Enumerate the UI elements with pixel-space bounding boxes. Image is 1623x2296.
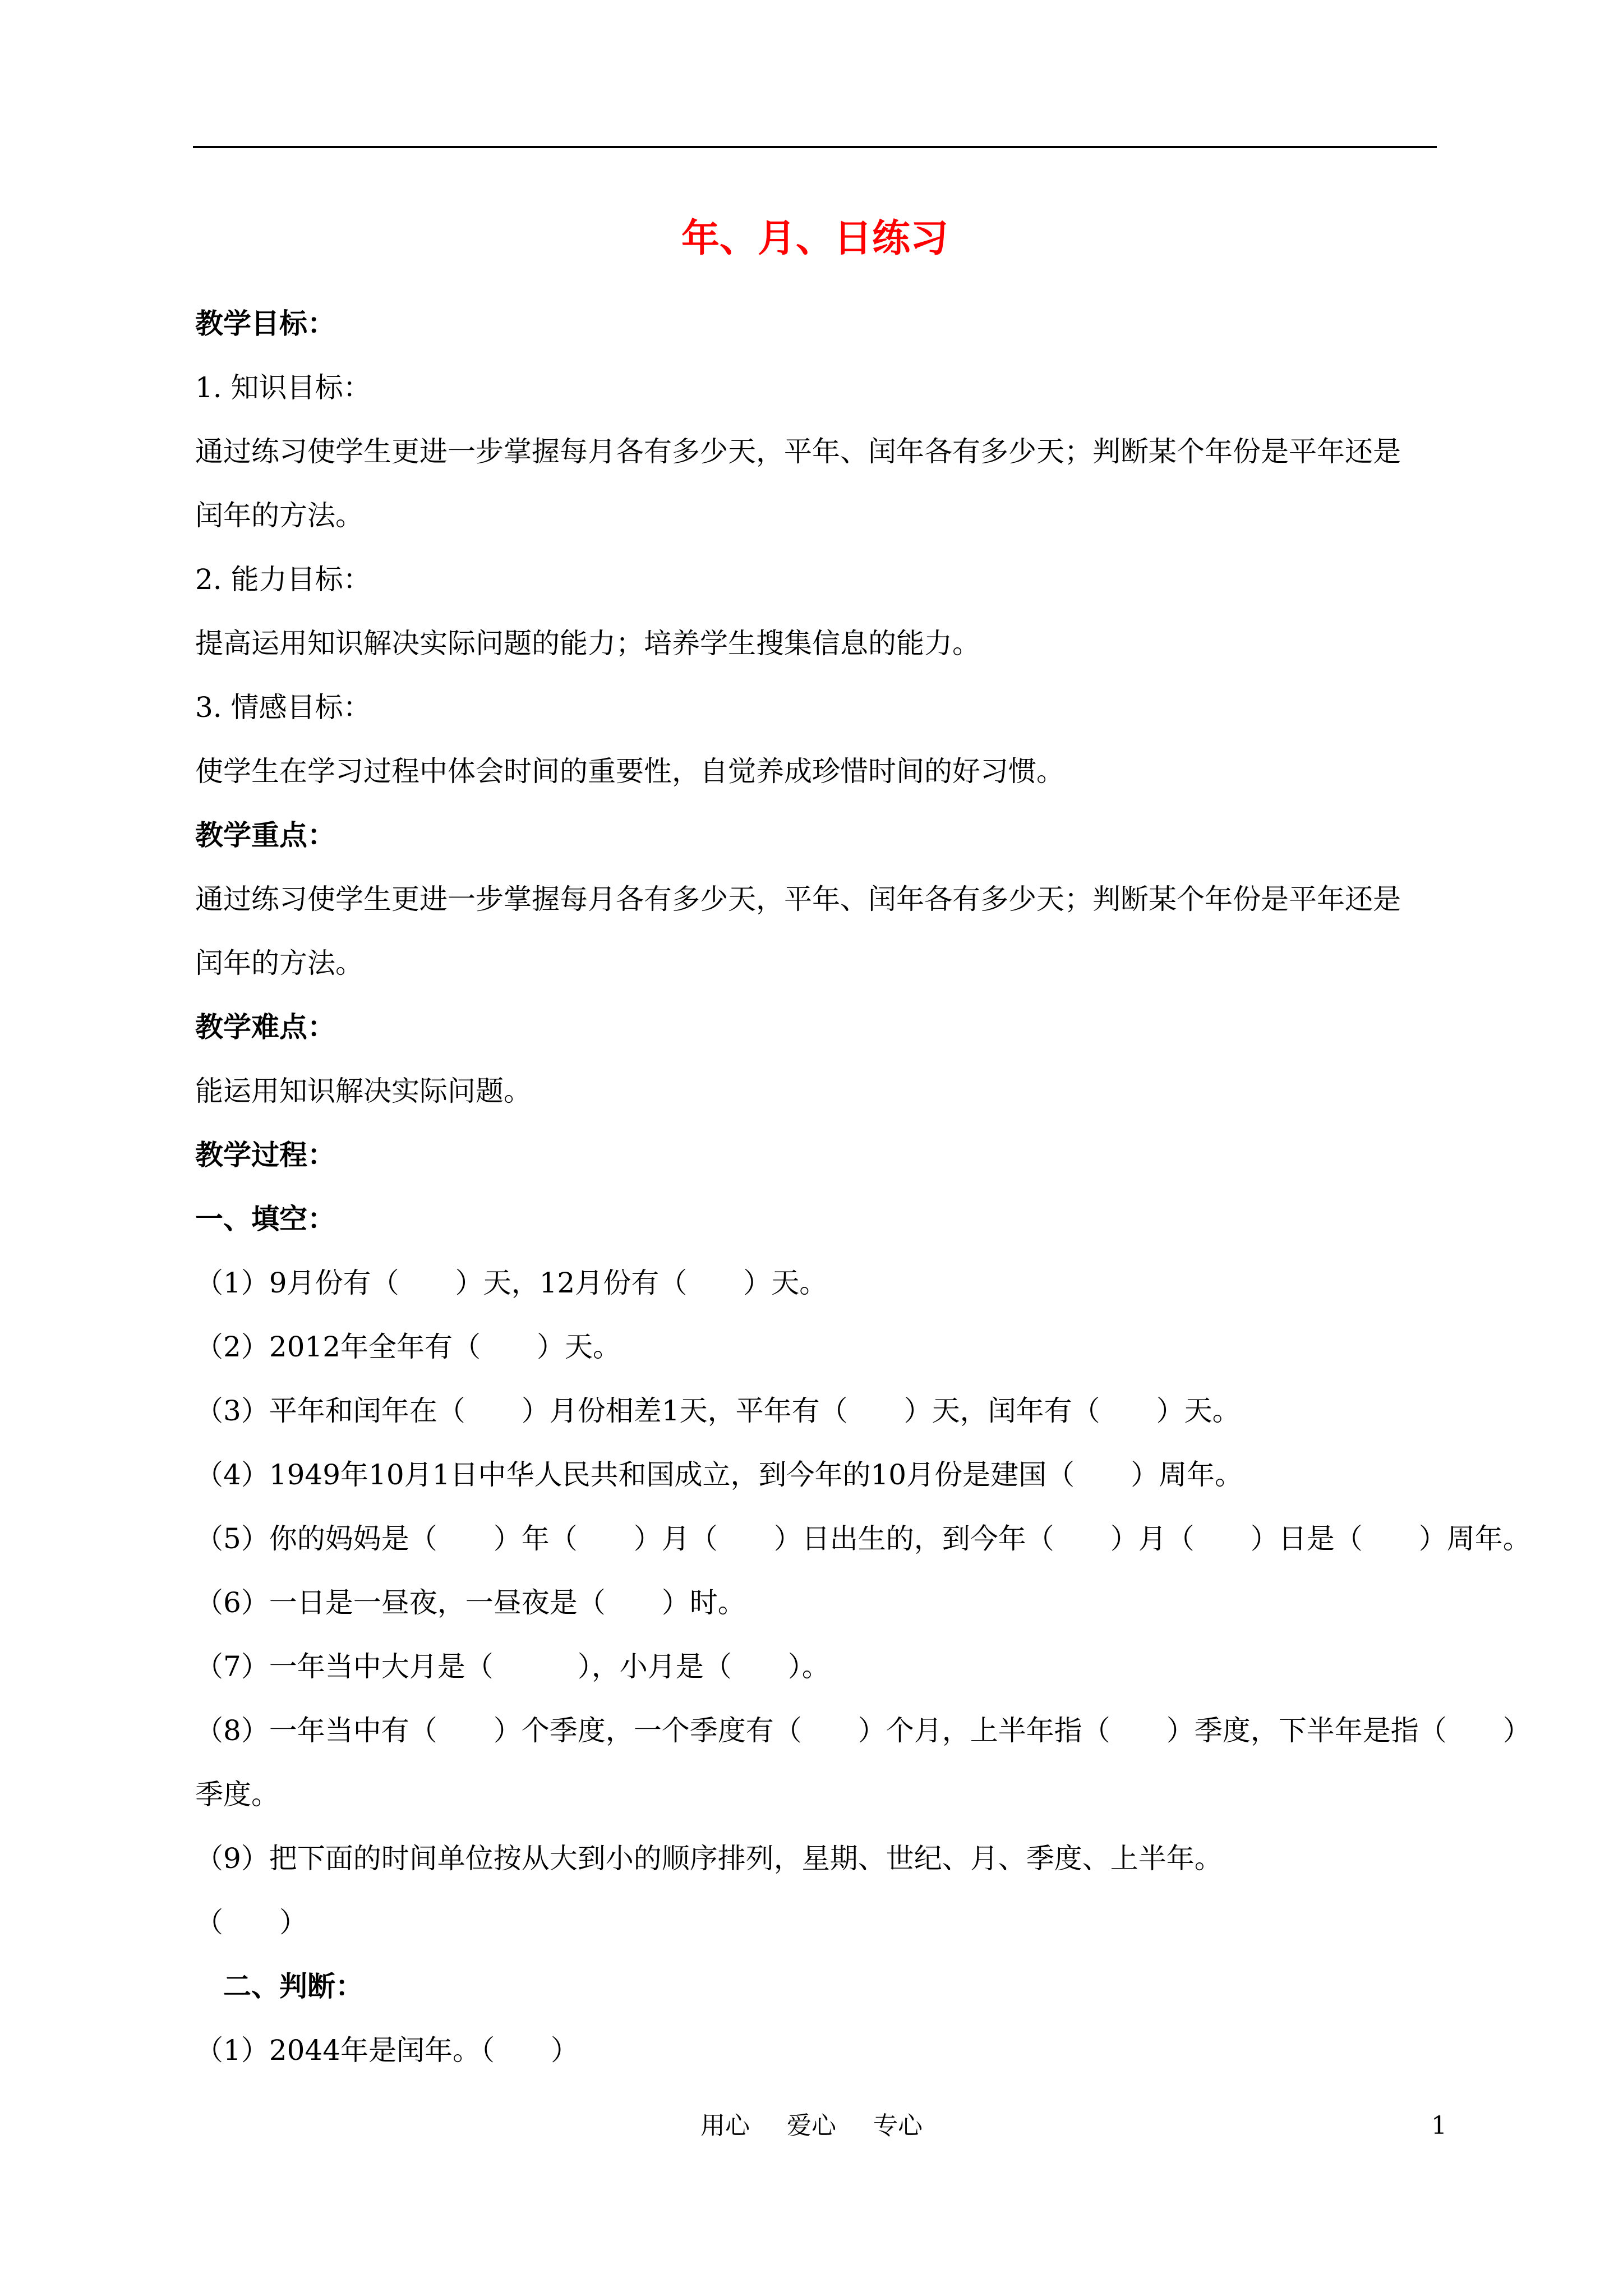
text-line: （1）9月份有（ ）天，12月份有（ ）天。 (195, 1267, 828, 1299)
document-title: 年、月、日练习 (681, 216, 948, 261)
text-line: 1. 知识目标： (195, 371, 371, 404)
text-line: （5）你的妈妈是（ ）年（ ）月（ ）日出生的，到今年（ ）月（ ）日是（ ）周年。 (195, 1522, 1531, 1555)
footer-motto-word: 爱心 (787, 2111, 836, 2140)
text-line: 使学生在学习过程中体会时间的重要性，自觉养成珍惜时间的好习惯。 (195, 755, 1064, 788)
text-line: （ ） (195, 1906, 307, 1939)
text-line: （3）平年和闰年在（ ）月份相差1天，平年有（ ）天，闰年有（ ）天。 (195, 1395, 1241, 1427)
header-rule (193, 146, 1437, 148)
page-number: 1 (1431, 2111, 1447, 2140)
section-heading: 一、填空： (195, 1202, 335, 1235)
text-line: （7）一年当中大月是（ ），小月是（ ）。 (195, 1650, 830, 1683)
text-line: 闰年的方法。 (195, 499, 363, 532)
text-line: 闰年的方法。 (195, 947, 363, 979)
footer-motto (0, 2109, 1623, 2143)
text-line: （1）2044年是闰年。（ ） (195, 2034, 579, 2067)
section-heading: 教学难点： (195, 1010, 335, 1043)
footer-motto-word: 用心 (700, 2111, 750, 2140)
text-line: （4）1949年10月1日中华人民共和国成立，到今年的10月份是建国（ ）周年。 (195, 1458, 1243, 1491)
text-line: （6）一日是一昼夜，一昼夜是（ ）时。 (195, 1586, 746, 1619)
text-line: 通过练习使学生更进一步掌握每月各有多少天，平年、闰年各有多少天；判断某个年份是平年还是 (195, 883, 1401, 915)
section-heading: 教学重点： (195, 818, 335, 852)
text-line: 2. 能力目标： (195, 563, 371, 596)
section-heading: 教学过程： (195, 1138, 335, 1171)
document-body (195, 292, 1531, 2082)
text-line: （8）一年当中有（ ）个季度，一个季度有（ ）个月，上半年指（ ）季度，下半年是指（ ） (195, 1714, 1531, 1747)
text-line: 提高运用知识解决实际问题的能力；培养学生搜集信息的能力。 (195, 627, 980, 660)
text-line: 能运用知识解决实际问题。 (195, 1075, 532, 1107)
text-line: （2）2012年全年有（ ）天。 (195, 1331, 621, 1363)
section-heading: 教学目标： (195, 307, 335, 340)
footer-motto-word: 专心 (873, 2111, 923, 2140)
text-line: 通过练习使学生更进一步掌握每月各有多少天，平年、闰年各有多少天；判断某个年份是平年还是 (195, 435, 1401, 468)
section-heading: 二、判断： (223, 1970, 363, 2003)
text-line: 3. 情感目标： (195, 691, 371, 724)
text-line: （9）把下面的时间单位按从大到小的顺序排列，星期、世纪、月、季度、上半年。 (195, 1842, 1223, 1875)
text-line: 季度。 (195, 1778, 279, 1811)
